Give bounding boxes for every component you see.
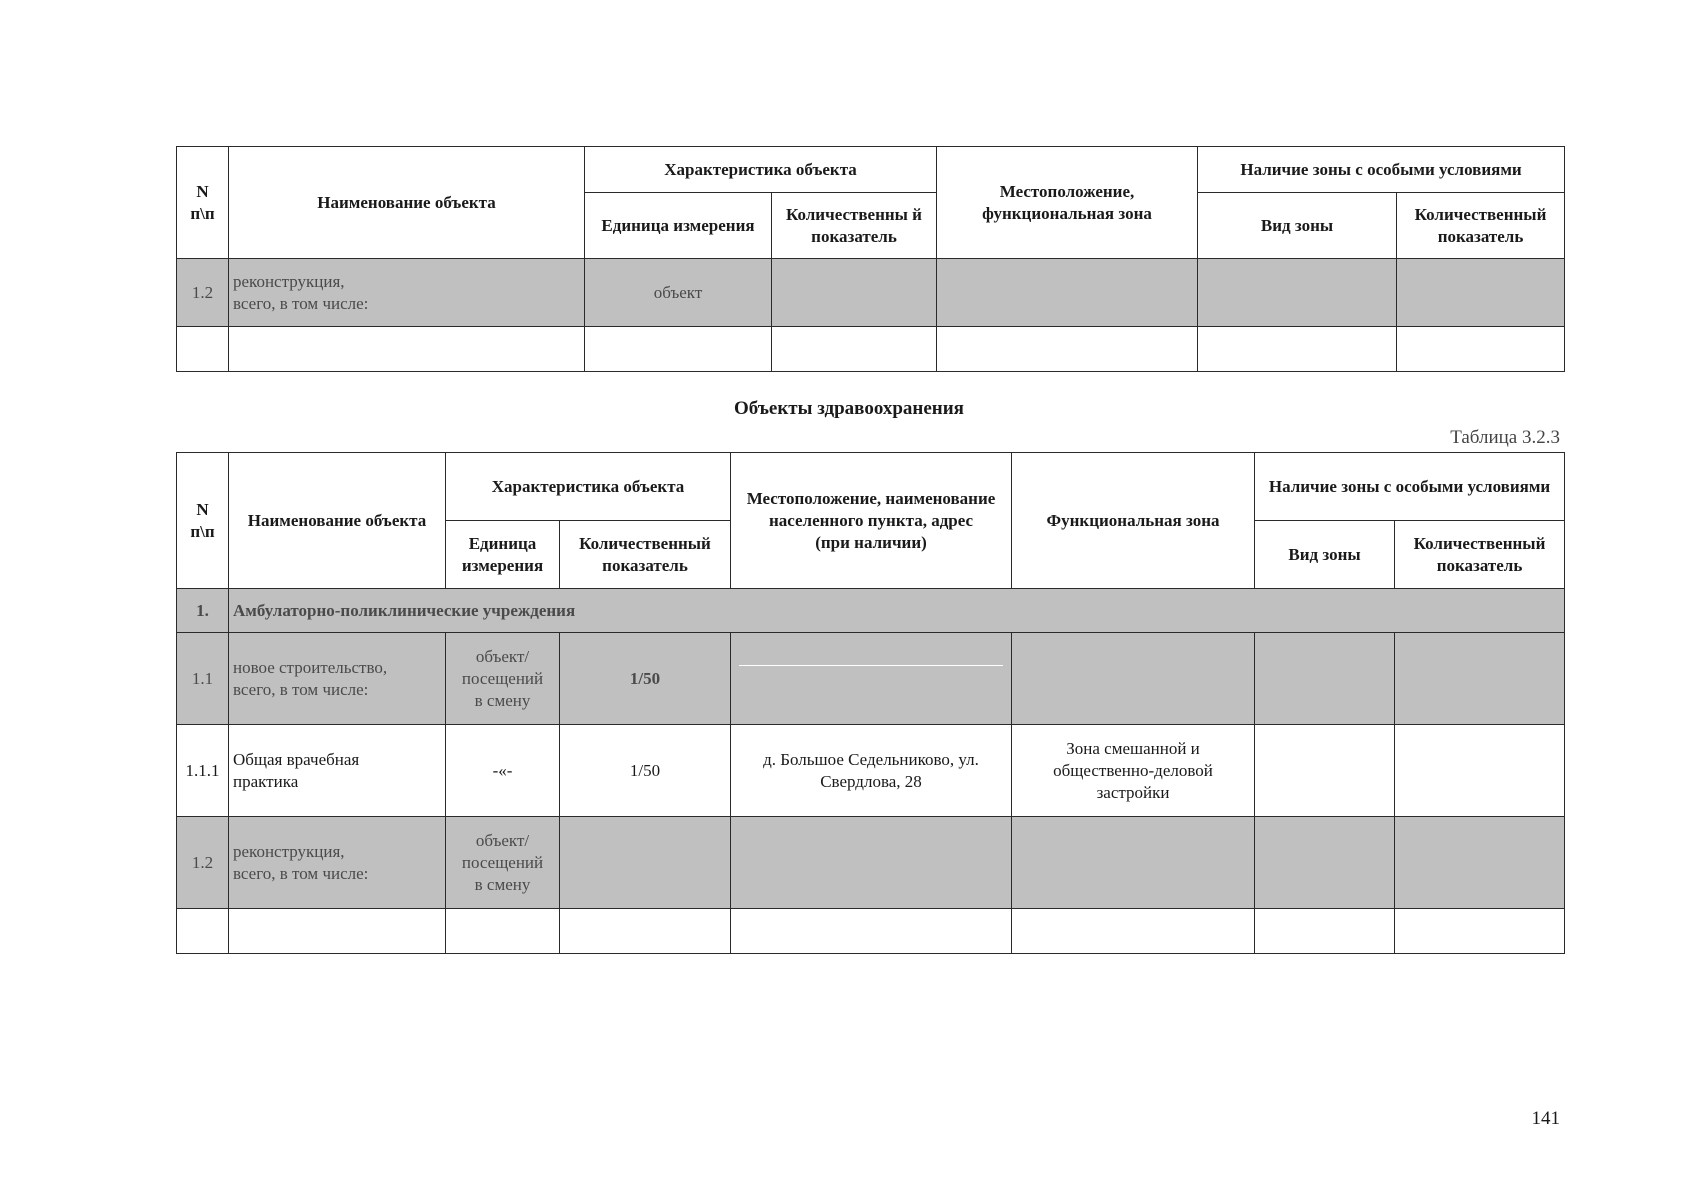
cell-unit [446,909,560,954]
cell-zone-quantity [1395,817,1565,909]
cell-zone-type [1198,327,1397,372]
cell-zone-type [1255,817,1395,909]
header-zone-type: Вид зоны [1255,521,1395,589]
header-name: Наименование объекта [229,453,446,589]
cell-quantity [772,327,937,372]
cell-name: Общая врачебная практика [229,725,446,817]
divider-line [739,665,1003,666]
cell-zone-type [1198,259,1397,327]
cell-quantity [560,909,731,954]
cell-func-zone [1012,909,1255,954]
group-row [177,589,1565,633]
cell-unit [585,327,772,372]
cell-func-zone: Зона смешанной и общественно-деловой застройки [1012,725,1255,817]
table-row [177,633,1565,725]
header-name: Наименование объекта [229,147,585,259]
cell-name [229,327,585,372]
cell-zone-quantity [1395,725,1565,817]
cell-name: новое строительство, всего, в том числе: [229,633,446,725]
header-zone-type: Вид зоны [1198,193,1397,259]
header-characteristic: Характеристика объекта [585,147,937,193]
table-row [177,725,1565,817]
cell-num [177,909,229,954]
header-zone-quantity: Количественный показатель [1397,193,1565,259]
table-row [177,259,1565,327]
cell-zone-quantity [1395,633,1565,725]
cell-location [731,817,1012,909]
group-label: Амбулаторно-поликлинические учреждения [229,589,1565,633]
cell-quantity: 1/50 [560,633,731,725]
cell-quantity: 1/50 [560,725,731,817]
table-healthcare [176,452,1565,954]
table-row [177,817,1565,909]
header-location: Местоположение, наименование населенного пункта, адрес (при наличии) [731,453,1012,589]
cell-name [229,909,446,954]
table-continuation [176,146,1565,372]
header-zone-presence: Наличие зоны с особыми условиями [1255,453,1565,521]
cell-zone-type [1255,633,1395,725]
cell-zone-quantity [1397,259,1565,327]
table-row [177,909,1565,954]
header-quantity: Количественный показатель [560,521,731,589]
cell-unit: объект [585,259,772,327]
cell-location [731,909,1012,954]
cell-location: д. Большое Седельниково, ул. Свердлова, 28 [731,725,1012,817]
cell-unit: объект/ посещений в смену [446,633,560,725]
header-func-zone: Функциональная зона [1012,453,1255,589]
cell-zone-type [1255,909,1395,954]
cell-location [937,259,1198,327]
cell-location [937,327,1198,372]
cell-num [177,327,229,372]
section-title: Объекты здравоохранения [734,398,964,419]
cell-func-zone [1012,817,1255,909]
header-quantity: Количественны й показатель [772,193,937,259]
cell-location [731,633,1012,725]
header-zone-quantity: Количественный показатель [1395,521,1565,589]
cell-name: реконструкция, всего, в том числе: [229,817,446,909]
cell-quantity [560,817,731,909]
header-unit: Единица измерения [446,521,560,589]
cell-zone-quantity [1395,909,1565,954]
page-number: 141 [1531,1108,1560,1129]
header-num: N п\п [177,453,229,589]
table-row [177,327,1565,372]
header-characteristic: Характеристика объекта [446,453,731,521]
header-unit: Единица измерения [585,193,772,259]
header-location: Местоположение, функциональная зона [937,147,1198,259]
table-number: Таблица 3.2.3 [1450,427,1560,448]
cell-zone-type [1255,725,1395,817]
cell-name: реконструкция, всего, в том числе: [229,259,585,327]
cell-zone-quantity [1397,327,1565,372]
header-zone-presence: Наличие зоны с особыми условиями [1198,147,1565,193]
cell-func-zone [1012,633,1255,725]
cell-num: 1.1 [177,633,229,725]
cell-num: 1.2 [177,817,229,909]
cell-unit: объект/ посещений в смену [446,817,560,909]
group-num: 1. [177,589,229,633]
cell-num: 1.1.1 [177,725,229,817]
cell-quantity [772,259,937,327]
header-num: N п\п [177,147,229,259]
cell-num: 1.2 [177,259,229,327]
cell-unit: -«- [446,725,560,817]
